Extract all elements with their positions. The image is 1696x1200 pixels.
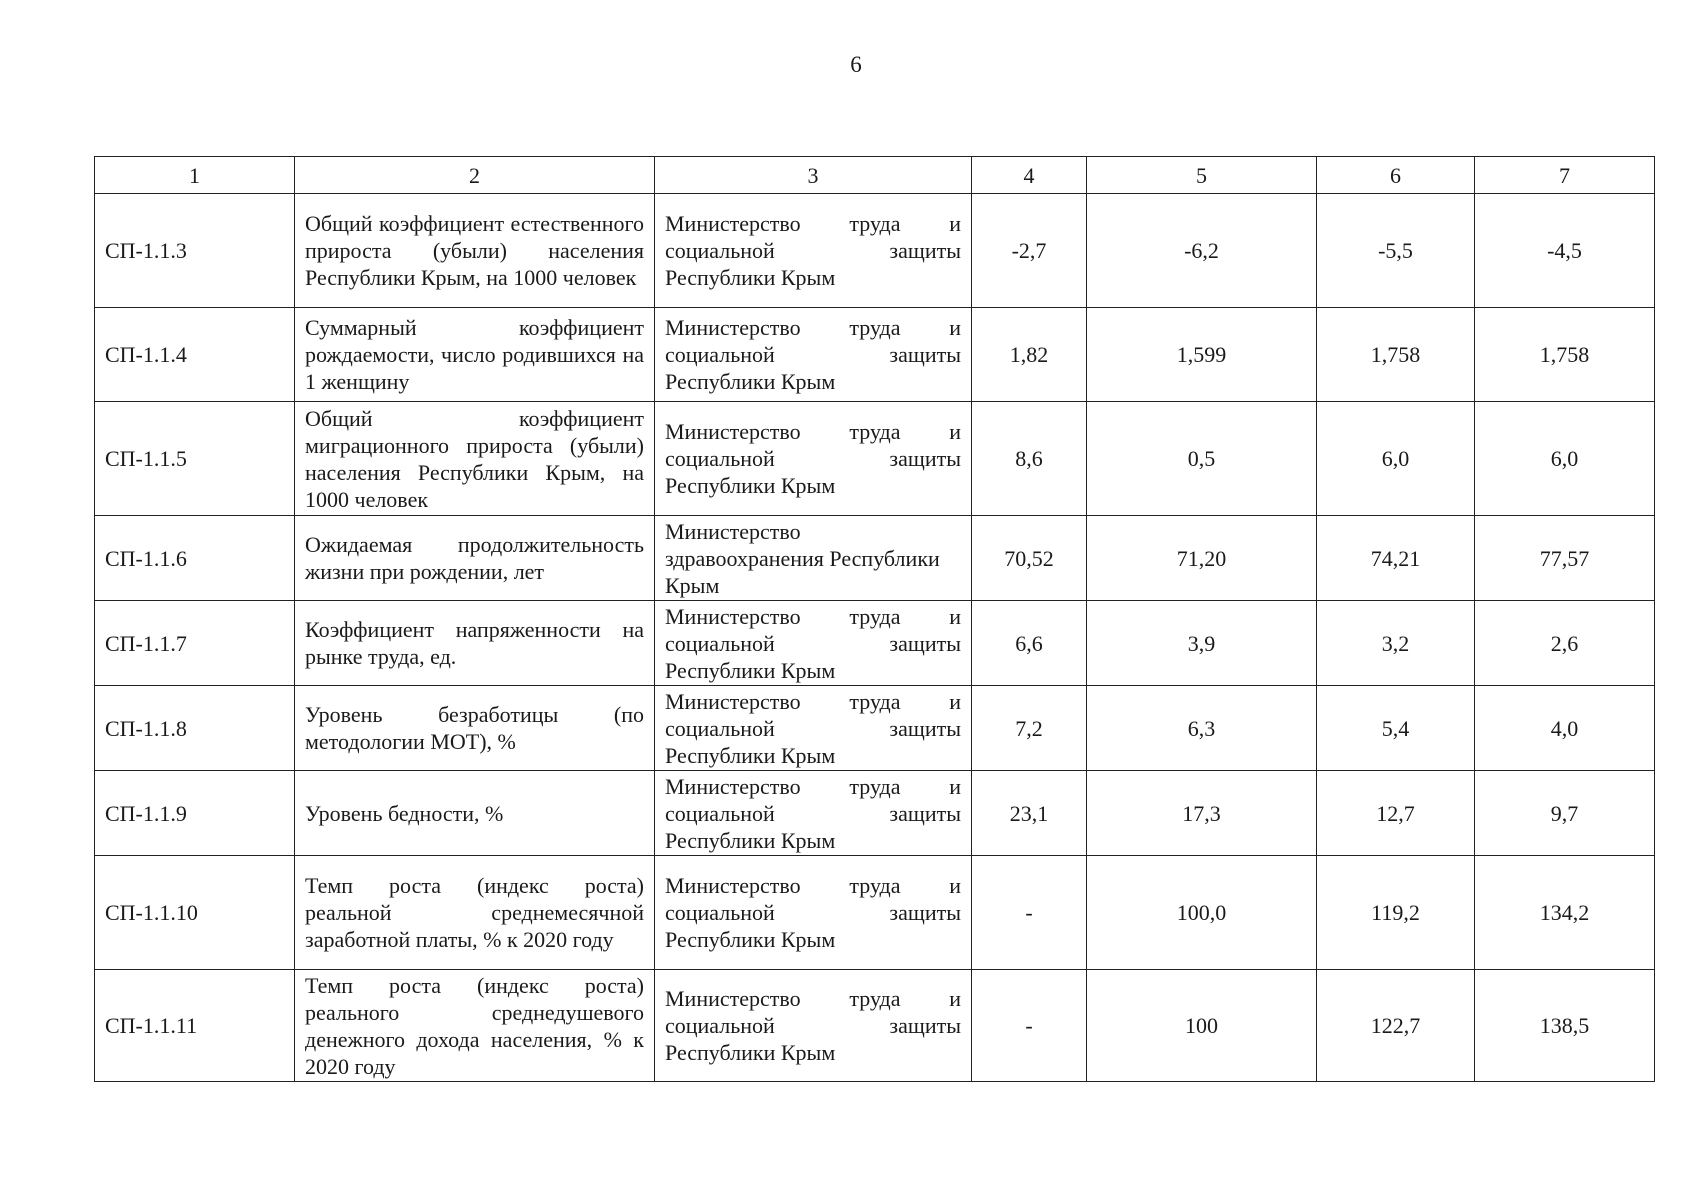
value-col-5: 1,599: [1087, 308, 1317, 402]
indicator-name: Уровень безработицы (по методологии МОТ), %: [295, 686, 655, 771]
header-cell: 1: [95, 157, 295, 194]
indicator-name: Темп роста (индекс роста) реального среднедушевого денежного дохода населения, % к 2020 году: [295, 970, 655, 1082]
table-row: [95, 686, 1655, 771]
indicator-code: СП-1.1.9: [95, 771, 295, 856]
responsible-body: Министерство труда и социальной защиты Республики Крым: [655, 970, 972, 1082]
responsible-body: Министерство здравоохранения Республики Крым: [655, 516, 972, 601]
value-col-5: 100,0: [1087, 856, 1317, 970]
header-cell: 5: [1087, 157, 1317, 194]
value-col-5: 17,3: [1087, 771, 1317, 856]
value-col-4: 7,2: [972, 686, 1087, 771]
value-col-6: 12,7: [1317, 771, 1475, 856]
indicator-code: СП-1.1.3: [95, 194, 295, 308]
value-col-7: 1,758: [1475, 308, 1655, 402]
responsible-body: Министерство труда и социальной защиты Республики Крым: [655, 601, 972, 686]
value-col-5: -6,2: [1087, 194, 1317, 308]
value-col-4: -2,7: [972, 194, 1087, 308]
value-col-7: -4,5: [1475, 194, 1655, 308]
value-col-4: -: [972, 970, 1087, 1082]
value-col-7: 138,5: [1475, 970, 1655, 1082]
header-cell: 3: [655, 157, 972, 194]
value-col-5: 71,20: [1087, 516, 1317, 601]
value-col-4: -: [972, 856, 1087, 970]
value-col-6: 119,2: [1317, 856, 1475, 970]
table-row: [95, 771, 1655, 856]
indicator-code: СП-1.1.4: [95, 308, 295, 402]
table-row: [95, 194, 1655, 308]
value-col-6: 122,7: [1317, 970, 1475, 1082]
value-col-6: 3,2: [1317, 601, 1475, 686]
indicators-table: [94, 156, 1655, 1082]
table-row: [95, 601, 1655, 686]
responsible-body: Министерство труда и социальной защиты Республики Крым: [655, 856, 972, 970]
header-cell: 2: [295, 157, 655, 194]
value-col-7: 6,0: [1475, 402, 1655, 516]
value-col-4: 6,6: [972, 601, 1087, 686]
indicator-name: Темп роста (индекс роста) реальной среднемесячной заработной платы, % к 2020 году: [295, 856, 655, 970]
value-col-4: 23,1: [972, 771, 1087, 856]
table-row: [95, 402, 1655, 516]
value-col-6: 74,21: [1317, 516, 1475, 601]
value-col-6: 6,0: [1317, 402, 1475, 516]
table-header-row: [95, 157, 1655, 194]
value-col-5: 100: [1087, 970, 1317, 1082]
header-cell: 7: [1475, 157, 1655, 194]
value-col-5: 3,9: [1087, 601, 1317, 686]
indicator-code: СП-1.1.7: [95, 601, 295, 686]
indicator-name: Общий коэффициент миграционного прироста (убыли) населения Республики Крым, на 1000 человек: [295, 402, 655, 516]
table-row: [95, 856, 1655, 970]
value-col-5: 6,3: [1087, 686, 1317, 771]
responsible-body: Министерство труда и социальной защиты Республики Крым: [655, 308, 972, 402]
indicator-name: Коэффициент напряженности на рынке труда, ед.: [295, 601, 655, 686]
indicator-code: СП-1.1.11: [95, 970, 295, 1082]
page-number: 6: [850, 52, 862, 77]
indicator-code: СП-1.1.5: [95, 402, 295, 516]
header-cell: 4: [972, 157, 1087, 194]
value-col-7: 77,57: [1475, 516, 1655, 601]
indicator-code: СП-1.1.10: [95, 856, 295, 970]
value-col-7: 2,6: [1475, 601, 1655, 686]
indicator-name: Суммарный коэффициент рождаемости, число родившихся на 1 женщину: [295, 308, 655, 402]
value-col-4: 70,52: [972, 516, 1087, 601]
responsible-body: Министерство труда и социальной защиты Республики Крым: [655, 402, 972, 516]
value-col-6: -5,5: [1317, 194, 1475, 308]
responsible-body: Министерство труда и социальной защиты Республики Крым: [655, 686, 972, 771]
header-cell: 6: [1317, 157, 1475, 194]
value-col-7: 134,2: [1475, 856, 1655, 970]
indicator-name: Уровень бедности, %: [295, 771, 655, 856]
indicator-name: Ожидаемая продолжительность жизни при рождении, лет: [295, 516, 655, 601]
indicator-code: СП-1.1.6: [95, 516, 295, 601]
table-row: [95, 970, 1655, 1082]
value-col-6: 1,758: [1317, 308, 1475, 402]
value-col-7: 9,7: [1475, 771, 1655, 856]
indicator-name: Общий коэффициент естественного прироста (убыли) населения Республики Крым, на 1000 человек: [295, 194, 655, 308]
value-col-4: 1,82: [972, 308, 1087, 402]
indicator-code: СП-1.1.8: [95, 686, 295, 771]
value-col-7: 4,0: [1475, 686, 1655, 771]
table-row: [95, 516, 1655, 601]
value-col-4: 8,6: [972, 402, 1087, 516]
value-col-5: 0,5: [1087, 402, 1317, 516]
value-col-6: 5,4: [1317, 686, 1475, 771]
responsible-body: Министерство труда и социальной защиты Республики Крым: [655, 194, 972, 308]
responsible-body: Министерство труда и социальной защиты Республики Крым: [655, 771, 972, 856]
table-row: [95, 308, 1655, 402]
